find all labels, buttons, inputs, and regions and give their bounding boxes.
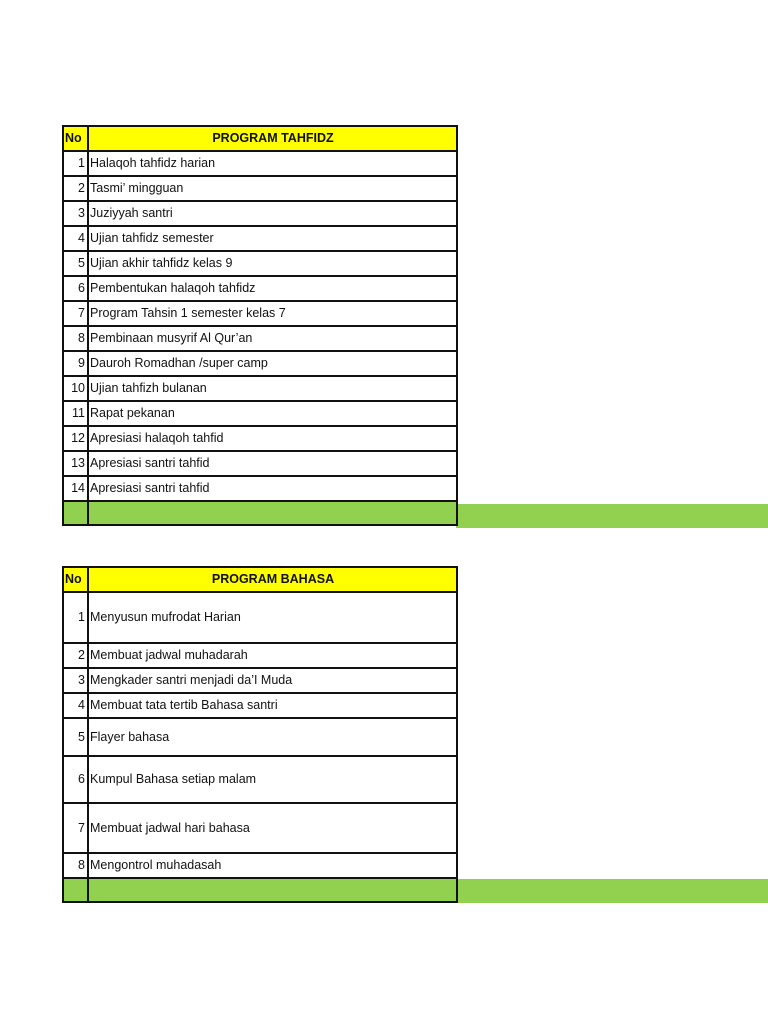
footer-cell [63, 501, 88, 525]
table-row [63, 201, 457, 226]
row-item: Mengontrol muhadasah [88, 853, 457, 878]
table-row [63, 668, 457, 693]
table-row [63, 251, 457, 276]
green-band-tahfidz [456, 504, 768, 528]
footer-cell [88, 878, 457, 902]
table-row [63, 693, 457, 718]
table-row [63, 351, 457, 376]
row-item: Apresiasi halaqoh tahfid [88, 426, 457, 451]
table-row [63, 853, 457, 878]
row-item: Ujian akhir tahfidz kelas 9 [88, 251, 457, 276]
row-item: Ujian tahfizh bulanan [88, 376, 457, 401]
row-item: Rapat pekanan [88, 401, 457, 426]
tahfidz-table [62, 125, 458, 526]
row-no: 14 [63, 476, 88, 501]
row-no: 13 [63, 451, 88, 476]
bahasa-table [62, 566, 458, 903]
green-band-bahasa [456, 879, 768, 903]
row-no: 2 [63, 176, 88, 201]
row-no: 7 [63, 301, 88, 326]
header-no: No [63, 567, 88, 592]
row-item: Membuat jadwal hari bahasa [88, 803, 457, 853]
table-row [63, 756, 457, 803]
row-item: Apresiasi santri tahfid [88, 451, 457, 476]
row-item: Menyusun mufrodat Harian [88, 592, 457, 643]
header-title: PROGRAM TAHFIDZ [88, 126, 457, 151]
table-row [63, 151, 457, 176]
row-item: Flayer bahasa [88, 718, 457, 756]
row-no: 9 [63, 351, 88, 376]
table-row [63, 301, 457, 326]
row-item: Pembinaan musyrif Al Qur’an [88, 326, 457, 351]
table-row [63, 176, 457, 201]
table-header-row [63, 126, 457, 151]
table-row [63, 718, 457, 756]
footer-cell [63, 878, 88, 902]
row-no: 6 [63, 276, 88, 301]
row-item: Ujian tahfidz semester [88, 226, 457, 251]
row-item: Mengkader santri menjadi da’I Muda [88, 668, 457, 693]
row-item: Program Tahsin 1 semester kelas 7 [88, 301, 457, 326]
table-row [63, 643, 457, 668]
table-row [63, 326, 457, 351]
row-no: 7 [63, 803, 88, 853]
table-footer-row [63, 878, 457, 902]
row-no: 5 [63, 251, 88, 276]
row-no: 4 [63, 693, 88, 718]
table-row [63, 276, 457, 301]
footer-cell [88, 501, 457, 525]
table-row [63, 401, 457, 426]
row-item: Tasmi’ mingguan [88, 176, 457, 201]
row-no: 1 [63, 151, 88, 176]
row-item: Membuat tata tertib Bahasa santri [88, 693, 457, 718]
row-item: Pembentukan halaqoh tahfidz [88, 276, 457, 301]
table-row [63, 592, 457, 643]
row-no: 4 [63, 226, 88, 251]
tahfidz-table-container [62, 125, 458, 526]
row-no: 6 [63, 756, 88, 803]
row-no: 3 [63, 668, 88, 693]
table-row [63, 476, 457, 501]
row-no: 8 [63, 853, 88, 878]
row-no: 3 [63, 201, 88, 226]
header-no: No [63, 126, 88, 151]
table-row [63, 226, 457, 251]
table-footer-row [63, 501, 457, 525]
bahasa-table-container [62, 566, 458, 903]
row-item: Juziyyah santri [88, 201, 457, 226]
row-no: 12 [63, 426, 88, 451]
table-row [63, 451, 457, 476]
row-item: Membuat jadwal muhadarah [88, 643, 457, 668]
row-item: Halaqoh tahfidz harian [88, 151, 457, 176]
table-row [63, 376, 457, 401]
row-no: 10 [63, 376, 88, 401]
table-header-row [63, 567, 457, 592]
row-no: 8 [63, 326, 88, 351]
table-row [63, 803, 457, 853]
table-row [63, 426, 457, 451]
row-item: Apresiasi santri tahfid [88, 476, 457, 501]
row-no: 5 [63, 718, 88, 756]
header-title: PROGRAM BAHASA [88, 567, 457, 592]
row-no: 11 [63, 401, 88, 426]
row-item: Dauroh Romadhan /super camp [88, 351, 457, 376]
row-no: 1 [63, 592, 88, 643]
row-no: 2 [63, 643, 88, 668]
row-item: Kumpul Bahasa setiap malam [88, 756, 457, 803]
